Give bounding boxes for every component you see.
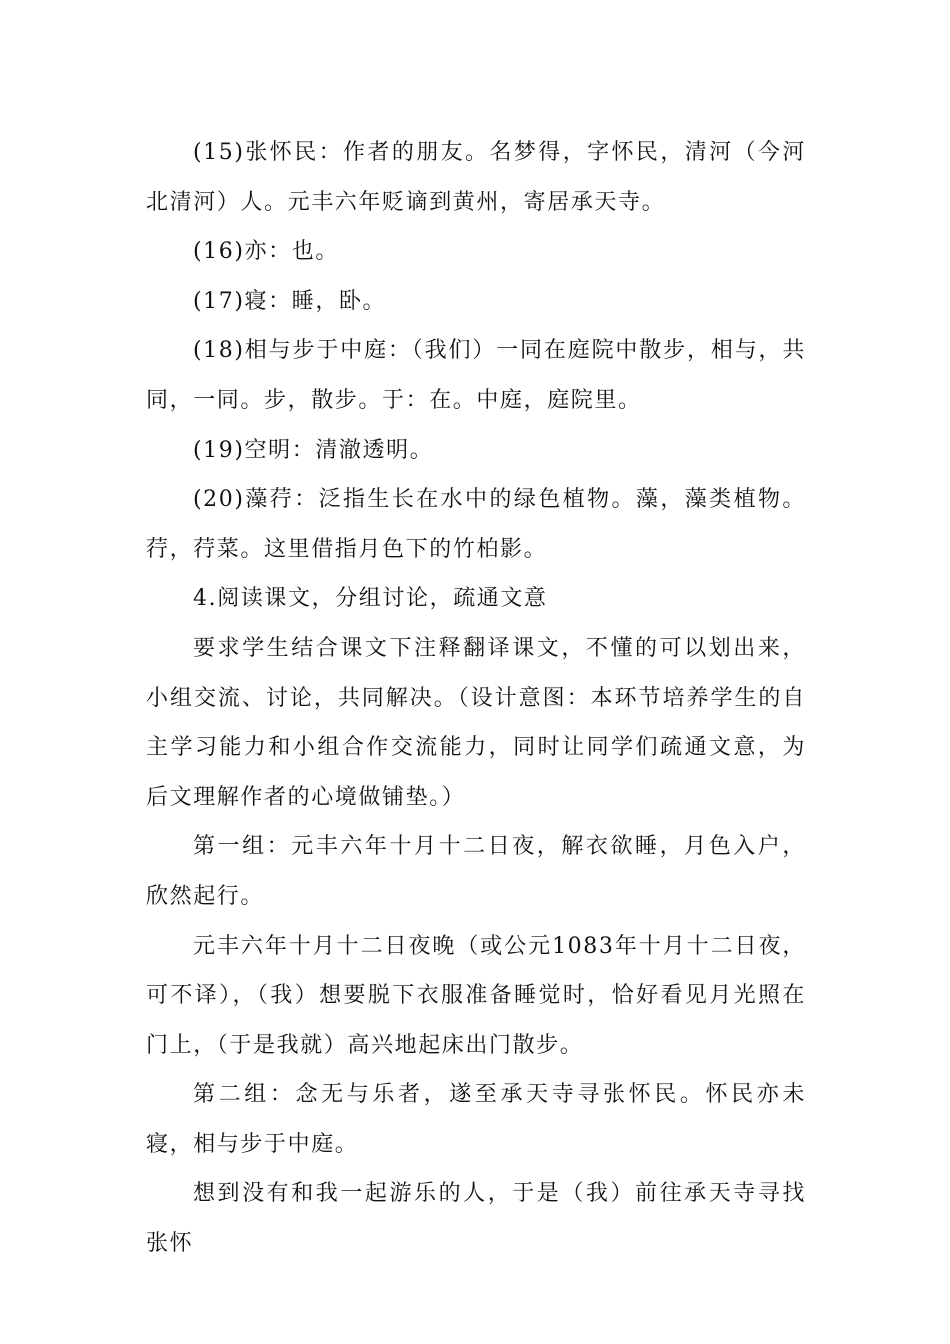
document-body [146, 128, 806, 1269]
group-two-text: 第二组：念无与乐者，遂至承天寺寻张怀民。怀民亦未寝，相与步于中庭。 [146, 1082, 806, 1157]
group-one-text: 第一组：元丰六年十月十二日夜，解衣欲睡，月色入户，欣然起行。 [146, 834, 806, 909]
instruction-paragraph: 要求学生结合课文下注释翻译课文，不懂的可以划出来，小组交流、讨论，共同解决。（设计意图：本环节培养学生的自主学习能力和小组合作交流能力，同时让同学们疏通文意，为后文理解作者的心境做铺垫。） [146, 635, 806, 810]
section-heading: 4.阅读课文，分组讨论，疏通文意 [193, 586, 548, 612]
annotation-18: (18)相与步于中庭：（我们）一同在庭院中散步，相与，共同，一同。步，散步。于：在。中庭，庭院里。 [146, 338, 806, 413]
annotation-17: (17)寝：睡，卧。 [193, 288, 387, 314]
group-one-translation: 元丰六年十月十二日夜晚（或公元1083年十月十二日夜，可不译），（我）想要脱下衣服准备睡觉时，恰好看见月光照在门上，（于是我就）高兴地起床出门散步。 [146, 933, 806, 1058]
annotation-19: (19)空明：清澈透明。 [193, 437, 434, 463]
annotation-20: (20)藻荇：泛指生长在水中的绿色植物。藻，藻类植物。荇，荇菜。这里借指月色下的竹柏影。 [146, 487, 806, 562]
group-two-translation: 想到没有和我一起游乐的人，于是（我）前往承天寺寻找张怀 [146, 1181, 806, 1257]
annotation-15: (15)张怀民：作者的朋友。名梦得，字怀民，清河（今河北清河）人。元丰六年贬谪到黄州，寄居承天寺。 [146, 140, 806, 215]
annotation-16: (16)亦：也。 [193, 239, 339, 265]
